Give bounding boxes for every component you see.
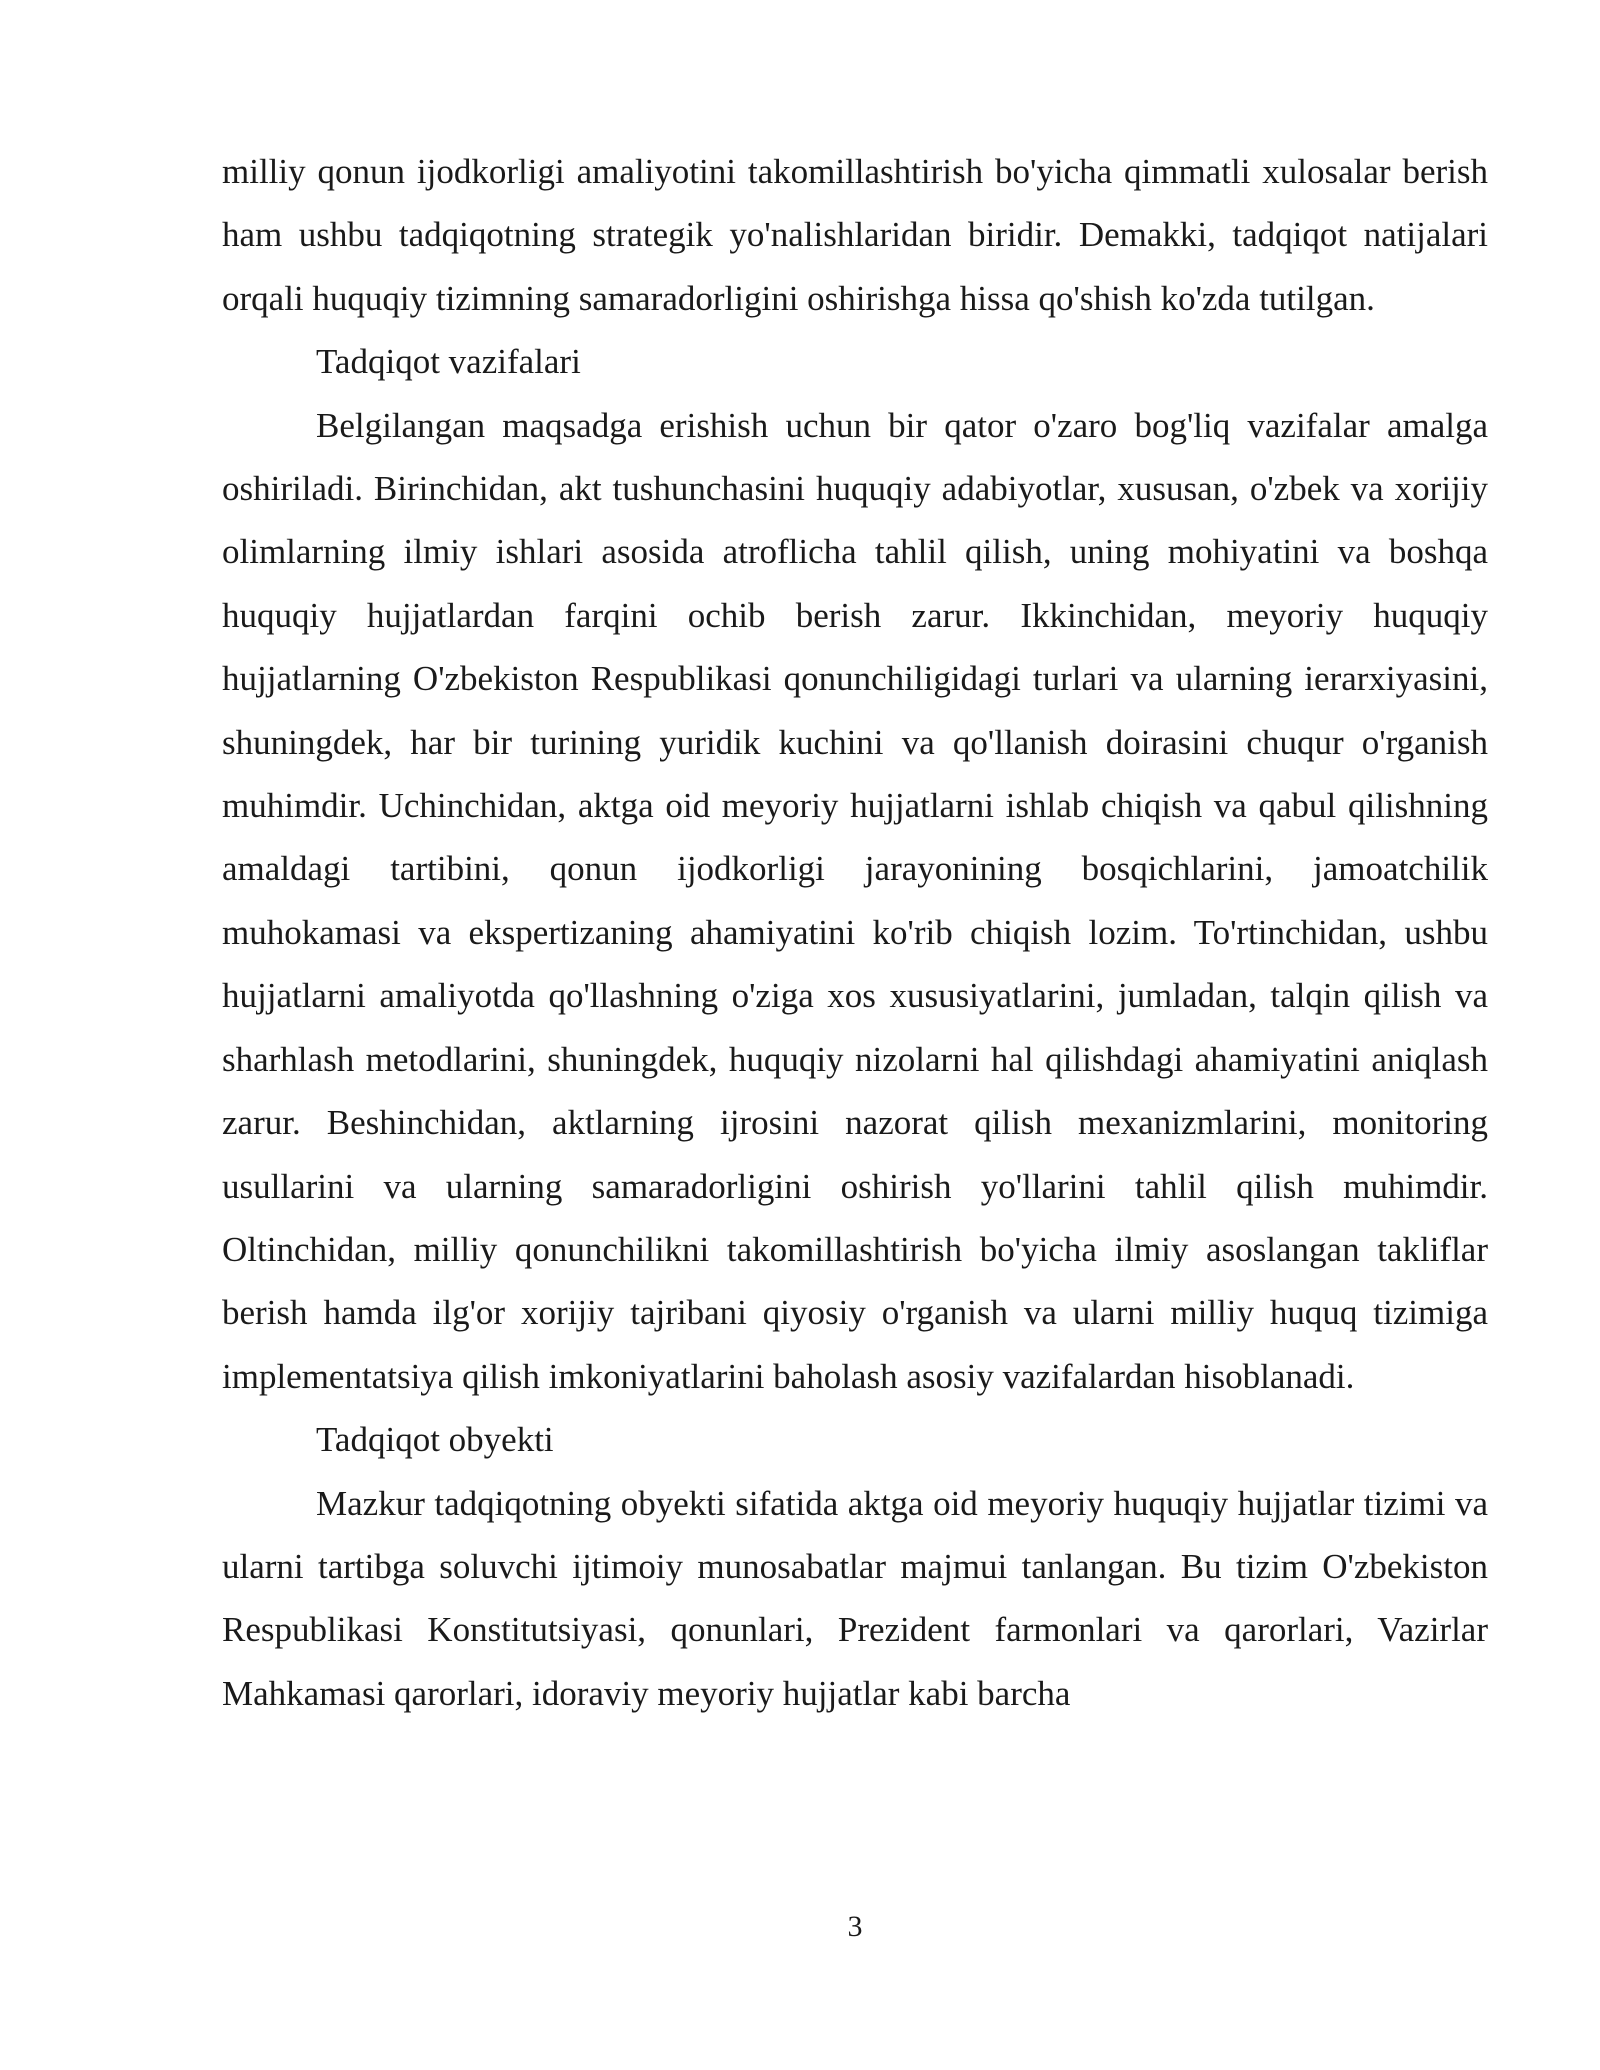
page-body [222,140,1488,1725]
paragraph-continuation: milliy qonun ijodkorligi amaliyotini takomillashtirish bo'yicha qimmatli xulosalar berish ham ushbu tadqiqotning strategik yo'nalishlaridan biridir. Demakki, tadqiqot natijalari orqali huquqiy tizimning samaradorligini oshirishga hissa qo'shish ko'zda tutilgan. [222,152,1488,318]
section-heading-object: Tadqiqot obyekti [316,1420,554,1460]
section-heading-tasks: Tadqiqot vazifalari [316,342,581,382]
paragraph-object: Mazkur tadqiqotning obyekti sifatida aktga oid meyoriy huquqiy hujjatlar tizimi va ularni tartibga soluvchi ijtimoiy munosabatlar majmui tanlangan. Bu tizim O'zbekiston Respublikasi Konstitutsiyasi, qonunlari, Prezident farmonlari va qarorlari, Vazirlar Mahkamasi qarorlari, idoraviy meyoriy hujjatlar kabi barcha [222,1483,1488,1713]
paragraph-tasks: Belgilangan maqsadga erishish uchun bir qator o'zaro bog'liq vazifalar amalga oshiriladi. Birinchidan, akt tushunchasini huquqiy adabiyotlar, xususan, o'zbek va xorijiy olimlarning ilmiy ishlari asosida atroflicha tahlil qilish, uning mohiyatini va boshqa huquqiy hujjatlardan farqini ochib berish zarur. Ikkinchidan, meyoriy huquqiy hujjatlarning O'zbekiston Respublikasi qonunchiligidagi turlari va ularning ierarxiyasini, shuningdek, har bir turining yuridik kuchini va qo'llanish doirasini chuqur o'rganish muhimdir. Uchinchidan, aktga oid meyoriy hujjatlarni ishlab chiqish va qabul qilishning amaldagi tartibini, qonun ijodkorligi jarayonining bosqichlarini, jamoatchilik muhokamasi va ekspertizaning ahamiyatini ko'rib chiqish lozim. To'rtinchidan, ushbu hujjatlarni amaliyotda qo'llashning o'ziga xos xususiyatlarini, jumladan, talqin qilish va sharhlash metodlarini, shuningdek, huquqiy nizolarni hal qilishdagi ahamiyatini aniqlash zarur. Beshinchidan, aktlarning ijrosini nazorat qilish mexanizmlarini, monitoring usullarini va ularning samaradorligini oshirish yo'llarini tahlil qilish muhimdir. Oltinchidan, milliy qonunchilikni takomillashtirish bo'yicha ilmiy asoslangan takliflar berish hamda ilg'or xorijiy tajribani qiyosiy o'rganish va ularni milliy huquq tizimiga implementatsiya qilish imkoniyatlarini baholash asosiy vazifalardan hisoblanadi. [222,405,1488,1396]
page-number: 3 [847,1910,863,1943]
